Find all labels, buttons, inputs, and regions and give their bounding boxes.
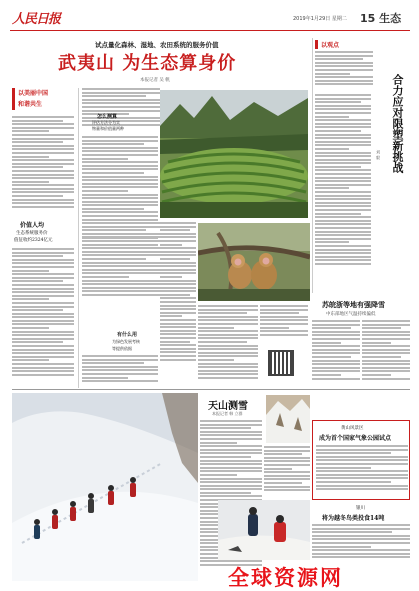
- main-body-text-3: [160, 222, 196, 382]
- main-body-text-2: [82, 222, 160, 307]
- sidebar-badge-title: 以美丽中国: [18, 90, 49, 97]
- newspaper-logo: 人民日报: [12, 12, 61, 27]
- subhead-what-use: 有什么用: [117, 332, 138, 338]
- main-byline: 本报记者 吴 帆: [140, 78, 170, 83]
- tianshan-headline: 天山测雪: [208, 401, 248, 412]
- brief-kicker: 银川: [356, 506, 365, 511]
- monkey-photo: [198, 223, 310, 301]
- commentary-body-text: [315, 94, 371, 290]
- section-rule: [12, 389, 410, 390]
- brief-text: [312, 524, 410, 564]
- commentary-headline: [389, 74, 403, 173]
- masthead: [10, 6, 410, 32]
- weather-park-headline: 成为首个国家气象公园试点: [319, 435, 392, 442]
- sidebar-text-1: [12, 116, 74, 216]
- snow-hikers-photo: [12, 393, 198, 581]
- main-headline: 武夷山 为生态算身价: [58, 53, 237, 74]
- main-body-text-5: [260, 305, 308, 343]
- story-snow-subline: 中东部地区气温持续偏低: [326, 312, 376, 317]
- tianshan-thumb: [266, 395, 310, 443]
- weather-park-box: [312, 420, 410, 500]
- tea-terrace-photo: [160, 90, 308, 218]
- commentary-headline-text: 合力应对限塑新挑战: [391, 74, 404, 173]
- masthead-rule: [10, 30, 410, 31]
- sidebar-badge: [12, 88, 72, 110]
- sidebar-divider: [78, 88, 79, 388]
- sidebar-column: [12, 88, 76, 388]
- subhead-what-use-line-2: 等提供依据: [112, 346, 132, 351]
- brief-headline: 将为越冬鸟类投食14吨: [322, 515, 385, 522]
- weather-park-kicker: 黄山风景区: [341, 426, 364, 431]
- sidebar-badge-subtitle: 和谐共生: [18, 101, 43, 108]
- commentary-lead-text: [315, 51, 373, 91]
- tianshan-byline: 本报记者 韩 立群: [212, 411, 243, 416]
- story-snow-text-2: [362, 320, 410, 388]
- qr-code: [268, 350, 294, 376]
- sidebar-focus-title: 价值人均: [20, 222, 45, 229]
- sidebar-text-2: [12, 248, 74, 386]
- right-column-divider: [312, 38, 313, 293]
- sidebar-focus-line-2: 值征收约2324亿元: [14, 238, 53, 243]
- weather-park-text: [316, 445, 408, 497]
- subhead-how-to-measure-line-2: 物量和价值量两种: [92, 126, 124, 131]
- commentary-box: [315, 40, 411, 292]
- date-line: 2019年1月29日 星期二: [293, 16, 347, 22]
- bird-feeding-photo: [218, 500, 310, 560]
- commentary-author: 刘 毅: [376, 150, 381, 160]
- subhead-how-to-measure: 怎么测算: [97, 114, 118, 120]
- main-body-text-4: [198, 305, 258, 389]
- tianshan-text-2: [264, 446, 310, 498]
- watermark: 全球资源网: [228, 566, 343, 590]
- story-snow-text-1: [312, 320, 360, 388]
- sidebar-focus-line-1: 生态系统服务价: [16, 231, 48, 236]
- subhead-how-to-measure-line-1: 评估方法分为实: [92, 120, 120, 125]
- main-body-text-6: [82, 355, 158, 387]
- page-label: 15 生态: [360, 12, 402, 25]
- main-kicker: 试点量化森林、湿地、农田系统的服务价值: [95, 41, 219, 49]
- commentary-tag: 以观点: [315, 40, 339, 49]
- story-snow-headline: 苏皖浙等地有强降雪: [322, 300, 385, 309]
- subhead-what-use-line-1: 为绿色发展考核: [112, 339, 140, 344]
